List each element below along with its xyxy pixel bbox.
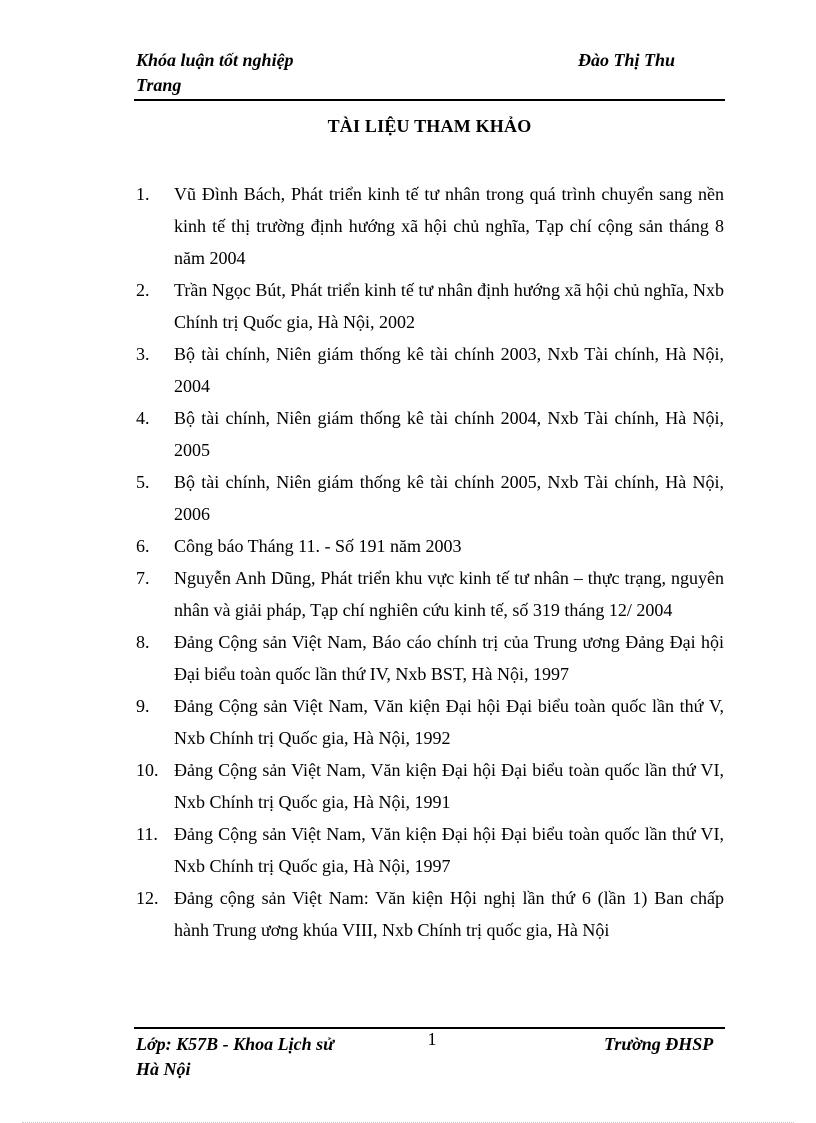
reference-item bbox=[136, 562, 724, 626]
reference-item bbox=[136, 754, 724, 818]
page-title: TÀI LIỆU THAM KHẢO bbox=[327, 116, 532, 136]
reference-item bbox=[136, 274, 724, 338]
reference-item bbox=[136, 882, 724, 946]
reference-item bbox=[136, 626, 724, 690]
reference-text: Nguyễn Anh Dũng, Phát triển khu vực kinh tế tư nhân – thực trạng, nguyên nhân và giải pháp, Tạp chí nghiên cứu kinh tế, số 319 tháng 12/ 2004 bbox=[174, 568, 724, 620]
reference-number: 2. bbox=[136, 280, 150, 300]
reference-text: Bộ tài chính, Niên giám thống kê tài chính 2005, Nxb Tài chính, Hà Nội, 2006 bbox=[174, 472, 724, 524]
header-thesis-label: Khóa luận tốt nghiệp bbox=[136, 50, 294, 70]
page-number: 1 bbox=[427, 1029, 437, 1049]
reference-item bbox=[136, 466, 724, 530]
reference-number: 5. bbox=[136, 472, 150, 492]
reference-text: Bộ tài chính, Niên giám thống kê tài chính 2003, Nxb Tài chính, Hà Nội, 2004 bbox=[174, 344, 724, 396]
reference-item bbox=[136, 338, 724, 402]
header-author: Đào Thị Thu bbox=[578, 50, 676, 70]
reference-text: Đảng cộng sản Việt Nam: Văn kiện Hội nghị lần thứ 6 (lần 1) Ban chấp hành Trung ương khúa VIII, Nxb Chính trị quốc gia, Hà Nội bbox=[174, 888, 724, 940]
reference-list bbox=[136, 178, 724, 946]
reference-text: Đảng Cộng sản Việt Nam, Báo cáo chính trị của Trung ương Đảng Đại hội Đại biểu toàn quốc lần thứ IV, Nxb BST, Hà Nội, 1997 bbox=[174, 632, 724, 684]
reference-text: Đảng Cộng sản Việt Nam, Văn kiện Đại hội Đại biểu toàn quốc lần thứ VI, Nxb Chính trị Quốc gia, Hà Nội, 1997 bbox=[174, 824, 724, 876]
footer-school: Trường ĐHSP bbox=[604, 1034, 714, 1054]
reference-text: Đảng Cộng sản Việt Nam, Văn kiện Đại hội Đại biểu toàn quốc lần thứ VI, Nxb Chính trị Quốc gia, Hà Nội, 1991 bbox=[174, 760, 724, 812]
reference-text: Trần Ngọc Bút, Phát triển kinh tế tư nhân định hướng xã hội chủ nghĩa, Nxb Chính trị Quốc gia, Hà Nội, 2002 bbox=[174, 280, 724, 332]
reference-number: 4. bbox=[136, 408, 150, 428]
reference-text: Đảng Cộng sản Việt Nam, Văn kiện Đại hội Đại biểu toàn quốc lần thứ V, Nxb Chính trị Quốc gia, Hà Nội, 1992 bbox=[174, 696, 724, 748]
reference-item bbox=[136, 402, 724, 466]
reference-number: 9. bbox=[136, 696, 150, 716]
reference-number: 1. bbox=[136, 184, 150, 204]
reference-number: 6. bbox=[136, 536, 150, 556]
reference-number: 11. bbox=[136, 824, 158, 844]
footer-class-label: Lớp: K57B - Khoa Lịch sử bbox=[136, 1034, 334, 1054]
reference-item bbox=[136, 818, 724, 882]
footer-left bbox=[136, 1032, 376, 1082]
header-left bbox=[136, 48, 436, 98]
reference-text: Công báo Tháng 11. - Số 191 năm 2003 bbox=[174, 536, 462, 556]
header-divider bbox=[134, 99, 725, 101]
reference-item bbox=[136, 178, 724, 274]
reference-number: 7. bbox=[136, 568, 150, 588]
reference-number: 8. bbox=[136, 632, 150, 652]
reference-text: Vũ Đình Bách, Phát triển kinh tế tư nhân trong quá trình chuyển sang nền kinh tế thị trường định hướng xã hội chủ nghĩa, Tạp chí cộng sản tháng 8 năm 2004 bbox=[174, 184, 724, 268]
reference-number: 12. bbox=[136, 888, 159, 908]
reference-number: 10. bbox=[136, 760, 159, 780]
reference-item bbox=[136, 530, 724, 562]
footer-city-label: Hà Nội bbox=[136, 1059, 191, 1079]
reference-text: Bộ tài chính, Niên giám thống kê tài chính 2004, Nxb Tài chính, Hà Nội, 2005 bbox=[174, 408, 724, 460]
header-page-label: Trang bbox=[136, 75, 182, 95]
reference-item bbox=[136, 690, 724, 754]
reference-number: 3. bbox=[136, 344, 150, 364]
